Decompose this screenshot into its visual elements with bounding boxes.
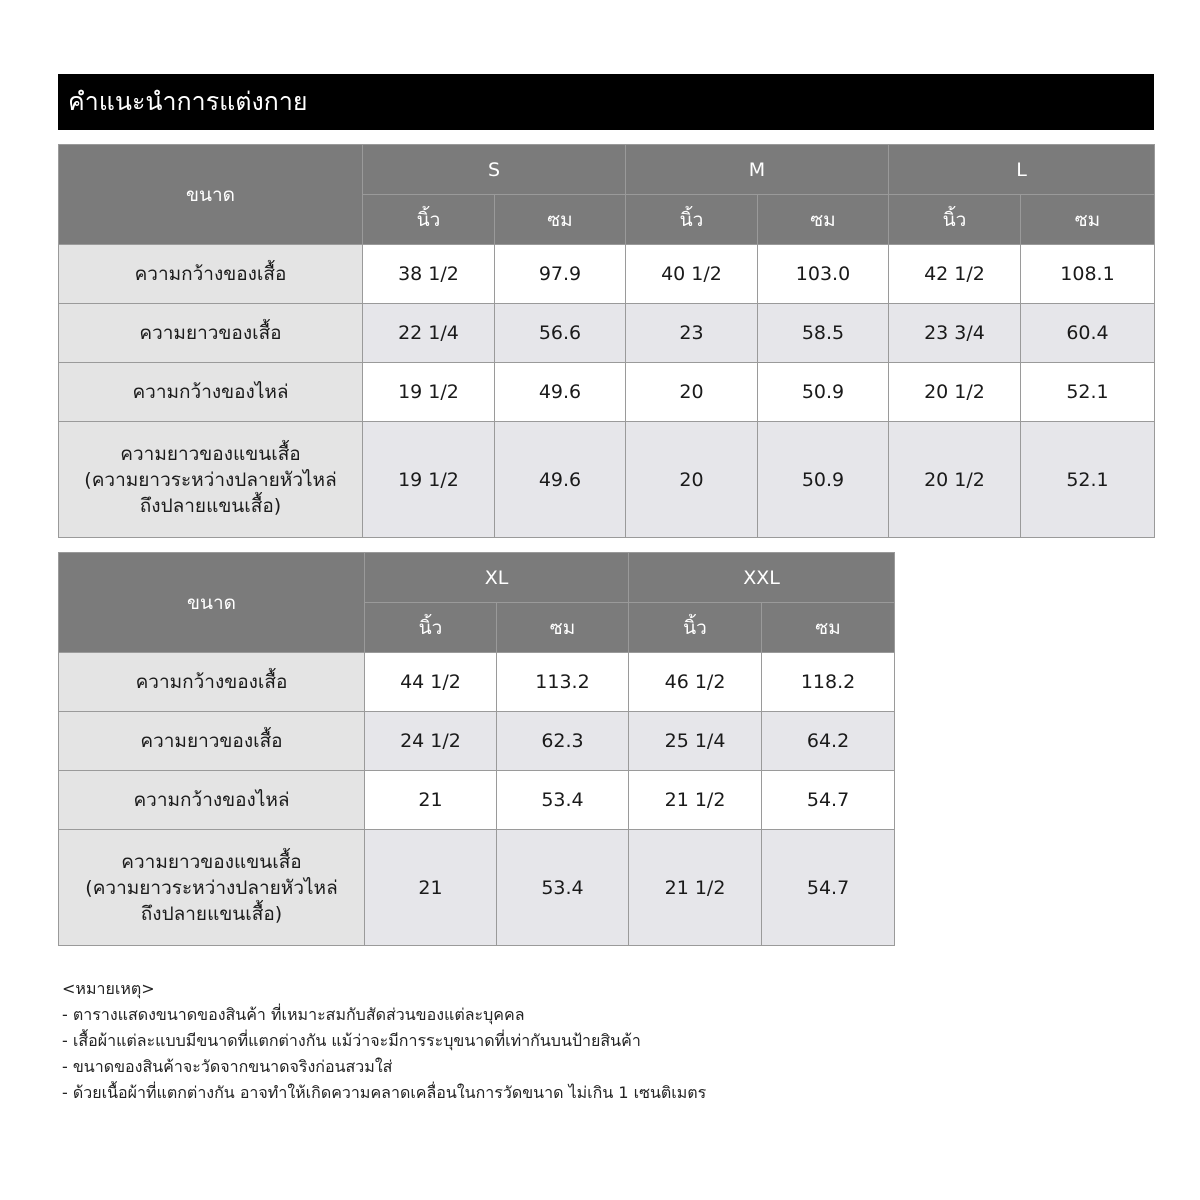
size-header-label: ขนาด	[59, 553, 365, 653]
page-title: คำแนะนำการแต่งกาย	[58, 74, 1154, 130]
table-row-length	[59, 712, 895, 771]
cell-value: 53.4	[497, 771, 629, 830]
unit-cm-header: ซม	[762, 603, 895, 653]
cell-value: 23 3/4	[889, 304, 1021, 363]
table-row-shoulder	[59, 363, 1155, 422]
cell-value: 113.2	[497, 653, 629, 712]
row-label-sleeve-line: ถึงปลายแขนเสื้อ)	[140, 902, 283, 925]
cell-value: 49.6	[495, 363, 626, 422]
note-line: - ขนาดของสินค้าจะวัดจากขนาดจริงก่อนสวมใส่	[62, 1057, 393, 1076]
cell-value: 19 1/2	[363, 422, 495, 538]
cell-value: 52.1	[1021, 363, 1155, 422]
cell-value: 21	[365, 771, 497, 830]
cell-value: 20	[626, 422, 758, 538]
cell-value: 20 1/2	[889, 363, 1021, 422]
cell-value: 118.2	[762, 653, 895, 712]
note-line: - ด้วยเนื้อผ้าที่แตกต่างกัน อาจทำให้เกิดความคลาดเคลื่อนในการวัดขนาด ไม่เกิน 1 เซนติเมตร	[62, 1083, 707, 1102]
row-label-sleeve-line: (ความยาวระหว่างปลายหัวไหล่	[85, 876, 338, 899]
table-row-length	[59, 304, 1155, 363]
unit-inch-header: นิ้ว	[363, 195, 495, 245]
cell-value: 25 1/4	[629, 712, 762, 771]
unit-inch-header: นิ้ว	[626, 195, 758, 245]
cell-value: 21 1/2	[629, 830, 762, 946]
size-chart-table-s-m-l	[58, 144, 1155, 538]
cell-value: 19 1/2	[363, 363, 495, 422]
unit-inch-header: นิ้ว	[629, 603, 762, 653]
size-chart-table-xl-xxl	[58, 552, 895, 946]
row-label-length: ความยาวของเสื้อ	[59, 712, 365, 771]
cell-value: 58.5	[758, 304, 889, 363]
note-line: - ตารางแสดงขนาดของสินค้า ที่เหมาะสมกับสัดส่วนของแต่ละบุคคล	[62, 1005, 525, 1024]
table-row-chest	[59, 653, 895, 712]
unit-cm-header: ซม	[1021, 195, 1155, 245]
cell-value: 54.7	[762, 771, 895, 830]
size-header-label: ขนาด	[59, 145, 363, 245]
cell-value: 50.9	[758, 363, 889, 422]
notes-section	[62, 976, 1152, 1106]
row-label-sleeve-line: (ความยาวระหว่างปลายหัวไหล่	[84, 468, 337, 491]
note-line: - เสื้อผ้าแต่ละแบบมีขนาดที่แตกต่างกัน แม้ว่าจะมีการระบุขนาดที่เท่ากันบนป้ายสินค้า	[62, 1031, 641, 1050]
row-label-sleeve-line: ความยาวของแขนเสื้อ	[121, 850, 302, 873]
size-header-xxl: XXL	[629, 553, 895, 603]
row-label-shoulder: ความกว้างของไหล่	[59, 771, 365, 830]
unit-cm-header: ซม	[495, 195, 626, 245]
notes-heading: <หมายเหตุ>	[62, 979, 155, 998]
cell-value: 21	[365, 830, 497, 946]
cell-value: 20 1/2	[889, 422, 1021, 538]
cell-value: 42 1/2	[889, 245, 1021, 304]
size-header-xl: XL	[365, 553, 629, 603]
table-row-shoulder	[59, 771, 895, 830]
cell-value: 49.6	[495, 422, 626, 538]
unit-inch-header: นิ้ว	[889, 195, 1021, 245]
size-header-s: S	[363, 145, 626, 195]
row-label-chest: ความกว้างของเสื้อ	[59, 245, 363, 304]
unit-cm-header: ซม	[758, 195, 889, 245]
table-row-sleeve	[59, 830, 895, 946]
table-row-sleeve	[59, 422, 1155, 538]
cell-value: 64.2	[762, 712, 895, 771]
cell-value: 38 1/2	[363, 245, 495, 304]
row-label-chest: ความกว้างของเสื้อ	[59, 653, 365, 712]
cell-value: 44 1/2	[365, 653, 497, 712]
row-label-sleeve-line: ความยาวของแขนเสื้อ	[120, 442, 301, 465]
cell-value: 54.7	[762, 830, 895, 946]
row-label-shoulder: ความกว้างของไหล่	[59, 363, 363, 422]
cell-value: 97.9	[495, 245, 626, 304]
cell-value: 56.6	[495, 304, 626, 363]
cell-value: 40 1/2	[626, 245, 758, 304]
row-label-sleeve-line: ถึงปลายแขนเสื้อ)	[139, 494, 282, 517]
cell-value: 23	[626, 304, 758, 363]
cell-value: 22 1/4	[363, 304, 495, 363]
unit-cm-header: ซม	[497, 603, 629, 653]
cell-value: 53.4	[497, 830, 629, 946]
cell-value: 21 1/2	[629, 771, 762, 830]
cell-value: 20	[626, 363, 758, 422]
cell-value: 50.9	[758, 422, 889, 538]
row-label-sleeve	[59, 830, 365, 946]
cell-value: 52.1	[1021, 422, 1155, 538]
size-header-l: L	[889, 145, 1155, 195]
cell-value: 103.0	[758, 245, 889, 304]
row-label-length: ความยาวของเสื้อ	[59, 304, 363, 363]
row-label-sleeve	[59, 422, 363, 538]
cell-value: 60.4	[1021, 304, 1155, 363]
cell-value: 62.3	[497, 712, 629, 771]
size-header-m: M	[626, 145, 889, 195]
unit-inch-header: นิ้ว	[365, 603, 497, 653]
cell-value: 24 1/2	[365, 712, 497, 771]
cell-value: 108.1	[1021, 245, 1155, 304]
cell-value: 46 1/2	[629, 653, 762, 712]
table-row-chest	[59, 245, 1155, 304]
